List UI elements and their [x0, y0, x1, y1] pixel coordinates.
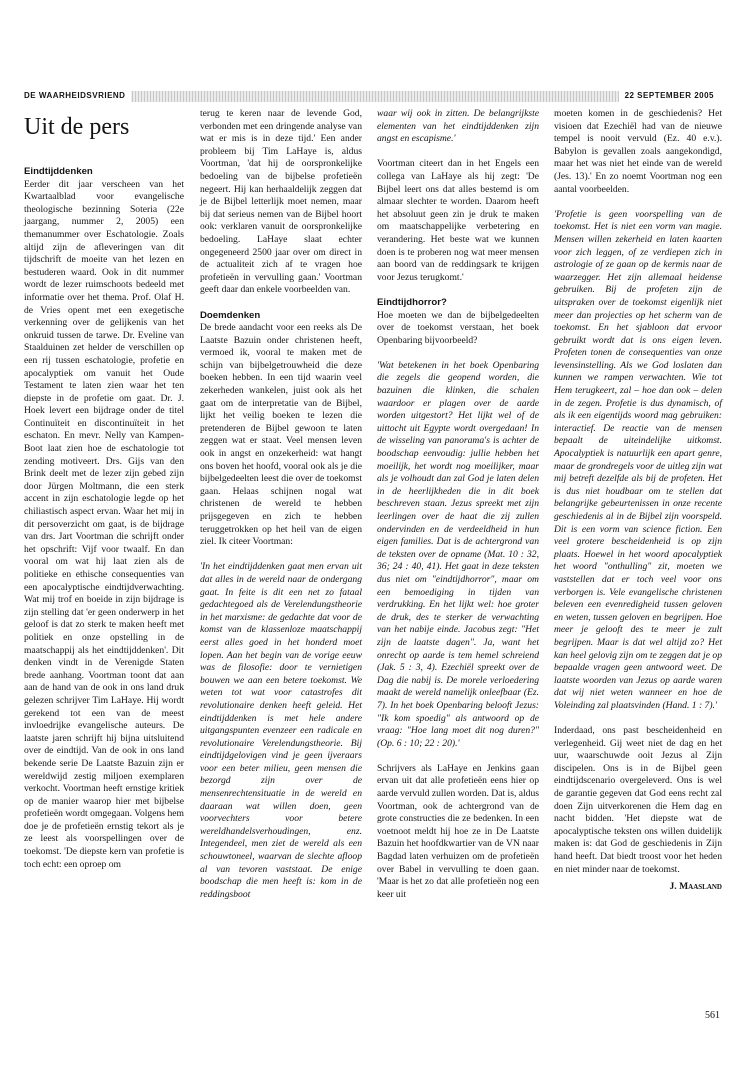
paragraph: Hoe moeten we dan de bijbelgedeelten over de toekomst verstaan, het boek Openbaring bijvoorbeeld? — [377, 309, 539, 346]
page-number: 561 — [705, 1010, 720, 1021]
author-signature: J. Maasland — [669, 881, 722, 893]
paragraph: terug te keren naar de levende God, verbonden met een dringende analyse van wat er mis is in deze tijd.' Een ander probleem bij Tim LaHaye is, aldus Voortman, 'dat hij de oorspronkelijke bedoeling van de bijbelse profetieën negeert. Hij kan herhaaldelijk zeggen dat je de Bijbel letterlijk moet nemen, maar bij dat serieus nemen van de Bijbel hoort ook: verklaren vanuit de oorspronkelijke bedoeling. LaHaye slaat echter ongegeneerd 2500 jaar over om direct in de actualiteit zich af te vragen hoe profetieën in vervulling gaan.' Voortman geeft daar dan enkele voorbeelden van. — [200, 108, 362, 296]
paragraph: moeten komen in de geschiedenis? Het visioen dat Ezechiël had van de nieuwe tempel is nooit vervuld (Ez. 40 e.v.). Babylon is gevallen zoals aangekondigd, maar het was niet het einde van de wereld (Jes. 13).' En zo noemt Voortman nog een aantal voorbeelden. — [554, 108, 722, 195]
paragraph: Schrijvers als LaHaye en Jenkins gaan ervan uit dat alle profetieën eens hier op aarde vervuld zullen worden. Dat is, aldus Voortman, ook de achtergrond van de grote constructies die ze bedenken. In een voetnoot meldt hij hoe ze in De Laatste Bazuin het hoofdkwartier van de VN naar Bagdad laten verhuizen om de profetieën over Babel in vervulling te doen gaan. 'Maar is het zo dat alle profetieën nog een keer uit — [377, 762, 539, 900]
page-header — [24, 91, 714, 102]
column-3 — [377, 108, 539, 901]
column-4 — [554, 108, 722, 894]
paragraph: Voortman citeert dan in het Engels een collega van LaHaye als hij zegt: 'De Bijbel leert ons dat alles bestemd is om almaar slechter te worden. Daarom heeft het absoluut geen zin je druk te maken om maatschappelijke verbetering en verandering. Het beste wat we kunnen doen is te proberen nog wat meer mensen aan boord van de reddingsark te krijgen voor Jezus terugkomt.' — [377, 158, 539, 283]
column-2 — [200, 108, 362, 901]
page-title: Uit de pers — [24, 114, 130, 140]
quote: 'In het eindtijddenken gaat men ervan uit dat alles in de wereld naar de ondergang gaat. In feite is dit een net zo fataal gedachtegoed als de Verelendungstheorie in het marxisme: de gedachte dat voor de komst van de klassenloze maatschappij eerst alles goed in het honderd moet lopen. Aan het begin van de vorige eeuw was de filosofie: door te vernietigen bouwen we aan een betere toekomst. We weten tot wat voor catastrofes dit revolutionaire denken heeft geleid. Het eindtijddenken is met hele andere uitgangspunten evenzeer een radicale en revolutionaire Verelendungstheorie. Bij eindtijdgelovigen vind je geen ijveraars voor een beter milieu, geen mensen die bezorgd zijn over de mensenrechtensituatie in de wereld en daaraan wat willen doen, geen voorvechters voor betere wereldhandelsverhoudingen, enz. Integendeel, men ziet de wereld als een schouwtoneel, waarvan de slechte afloop al van tevoren vaststaat. De enige boodschap die men heeft is: kom in de reddingsboot — [200, 561, 362, 900]
magazine-name: DE WAARHEIDSVRIEND — [24, 90, 131, 102]
section-heading-doemdenken: Doemdenken — [200, 309, 261, 321]
section-heading-eindtijdhorror: Eindtijdhorror? — [377, 296, 447, 308]
quote: 'Profetie is geen voorspelling van de toekomst. Het is niet een vorm van magie. Mensen willen zekerheid en laten kaarten voor zich leggen, of ze verdiepen zich in astrologie of ze gaan op de kermis naar de waarzegger. Het zijn allemaal heidense gebruiken. Bij de profeten zijn de uitspraken over de toekomst eigenlijk niet meer dan projecties op het scherm van de toekomst. En het sjabloon dat ervoor gebruikt wordt dat is ons eigen leven. Profeten tonen de consequenties van onze levensinstelling. Als we God loslaten dan kunnen we rampen verwachten. Wie tot Hem terugkeert, zal – hoe dan ook – delen in de zegen. Profetie is dus dynamisch, of als ik een eigentijds woord mag gebruiken: interactief. De reactie van de mensen bepaalt de uiteindelijke uitkomst. Apocalyptiek is natuurlijk een apart genre, maar de grondregels voor de uitleg zijn wat mij betreft dezelfde als bij de profeten. Het is dus niet houdbaar om te stellen dat belangrijke gebeurtenissen in onze recente geschiedenis al in de Bijbel zijn voorspeld. Dit is een vorm van science fiction. Een veel grotere bescheidenheid is op zijn plaats. Hoewel in het woord apocalyptiek het woord "onthulling" zit, moeten we vaststellen dat er toch veel voor ons verborgen is. Vele evangelische christenen beleven een evenredigheid tussen geloven en weten, tussen geloven en begrijpen. Hoe meer je gelooft des te meer je zult begrijpen. Maar is dat wel altijd zo? Het kan heel gelovig zijn om te zeggen dat je op bepaalde vragen geen antwoord weet. De laatste woorden van Jezus op aarde waren dat wij niet weten wanneer en hoe de Voleinding zal plaatsvinden (Hand. 1 : 7).' — [554, 208, 722, 711]
paragraph: Inderdaad, ons past bescheidenheid en verlegenheid. Gij weet niet de dag en het uur, waarschuwde ooit Jezus al Zijn discipelen. Ons is in de Bijbel geen eindtijdscenario overgeleverd. Ons is wel de garantie gegeven dat God eens recht zal doen Zijn uitverkorenen die Hem dag en nacht bidden. 'Het diepste wat de apocalyptische teksten ons willen duidelijk maken is: dat God de geschiedenis in Zijn hand heeft. Dat biedt troost voor het heden en niet minder naar de toekomst. — [554, 725, 722, 875]
paragraph: Eerder dit jaar verscheen van het Kwartaalblad voor evangelische theologische bezinning Soteria (22e jaargang, nummer 2, 2005) een themanummer over Eschatologie. Zoals altijd zijn de afleveringen van dit tijdschrift de moeite van het lezen en bestuderen waard. Ook in dit nummer wordt de lezer ruimschoots bedeeld met informatie over het thema. Prof. Olaf H. de Vries opent met een exegetische verkenning over de gelijkenis van het onkruid tussen de tarwe. Dr. Eveline van Staalduinen zet helder de verschillen op een rij tussen eschatologie, profetie en apocalyptiek om vanuit het Oude Testament te laten zien waar het ten diepste in de profetie om gaat. Dr. J. Hoek levert een bijdrage onder de titel Continuïteit en discontinuïteit in het eschaton. En mevr. Nelly van Kampen-Boot laat zien hoe de eschatologie tot zending motiveert. Drs. Gijs van den Brink deelt met de lezer zijn gebed zijn door Jürgen Moltmann, die een sterk accent in zijn eschatologie legde op het chiliastisch aspect ervan. Waar het mij in dit persoverzicht om gaat, is de bijdrage van drs. Jart Voortman die schrijft onder het opschrift: Vijf voor twaalf. En dan vooral om wat hij laat zien als de politieke en ethische consequenties van een apocalyptische eindtijdverwachting. Wat mij trof en boeide in zijn bijdrage is zijn stelling dat 'er geen onderwerp in het geloof is dat zo sterk te maken heeft met politiek en onze opstelling in de maatschappij als het eindtijddenken'. Dit denken vindt in de Verenigde Staten brede aanhang. Voortman toont dat aan aan de hand van de ook in ons land druk gelezen schrijver Tim LaHaye. Hij wordt gerekend tot een van de meest invloedrijke evangelische auteurs. De laatste jaren schrijft hij bijna uitsluitend over de eindtijd. Van de ook in ons land bekende serie De Laatste Bazuin zijn er wereldwijd zestig miljoen exemplaren verkocht. Voortman heeft ernstige kritiek op de manier waarop hier met bijbelse profetieën wordt omgegaan. Volgens hem doe je de profetieën ernstig tekort als je ze leest als voorspellingen over de toekomst. 'De diepste kern van profetie is toch echt: een oproep om — [24, 178, 184, 870]
paragraph: De brede aandacht voor een reeks als De Laatste Bazuin onder christenen heeft, vermoed ik, vooral te maken met de schijn van bijbelgetrouwheid die deze boeken hebben. In een tijd waarin veel zekerheden wankelen, juist ook als het gaat om de interpretatie van de Bijbel, lijkt het veilig boeken te lezen die pretenderen de Bijbel gewoon te laten zeggen wat er staat. Veel mensen leven ook in angst en onzekerheid: wat hangt ons boven het hoofd, vooral ook als je die bijbelgedeelten leest die over de toekomst gaan. Helaas schijnen nogal wat christenen de wereld te hebben prijsgegeven en zich te hebben teruggetrokken op het heil van de eigen ziel. Ik citeer Voortman: — [200, 322, 362, 548]
quote: waar wij ook in zitten. De belangrijkste elementen van het eindtijddenken zijn angst en escapisme.' — [377, 108, 539, 145]
section-heading-eindtijddenken: Eindtijddenken — [24, 166, 93, 177]
column-1 — [24, 108, 184, 871]
issue-date: 22 SEPTEMBER 2005 — [619, 90, 714, 102]
quote: 'Wat betekenen in het boek Openbaring die zegels die geopend worden, die bazuinen die klinken, die schalen waardoor er plagen over de aarde worden uitgestort? Het lijkt wel of de uittocht uit Egypte wordt overgedaan! In de wisseling van panorama's is achter de boodschap eenvoudig: jullie hebben het moeilijk, het wordt nog moeilijker, maar als je volhoudt dan zal God je laten delen in de heerlijkheden die in dit boek beschreven staan. Jezus spreekt met zijn leerlingen over de haat die zij zullen ondervinden en de verdeeldheid in hun eigen families. Dat is de achtergrond van de teksten over de opname (Mat. 10 : 32, 36; 24 : 40, 41). Het gaat in deze teksten dus niet om "eindtijdhorror", maar om een bemoediging in tijden van verdrukking. En het lijkt wel: hoe groter de druk, des te sterker de verwachting van het nabije einde. Jacobus zegt: "Het zijn de laatste dagen". Ja, want het onrecht op aarde is tem hemel schreiend (Jak. 5 : 3, 4). Ezechiël spreekt over de Dag die nabij is. De morele verloedering maakt de wereld namelijk onleefbaar (Ez. 7). In het boek Openbaring belooft Jezus: "Ik kom spoedig" als antwoord op de vraag: "Hoe lang moet dit nog duren?" (Op. 6 : 10; 22 : 20).' — [377, 359, 539, 749]
